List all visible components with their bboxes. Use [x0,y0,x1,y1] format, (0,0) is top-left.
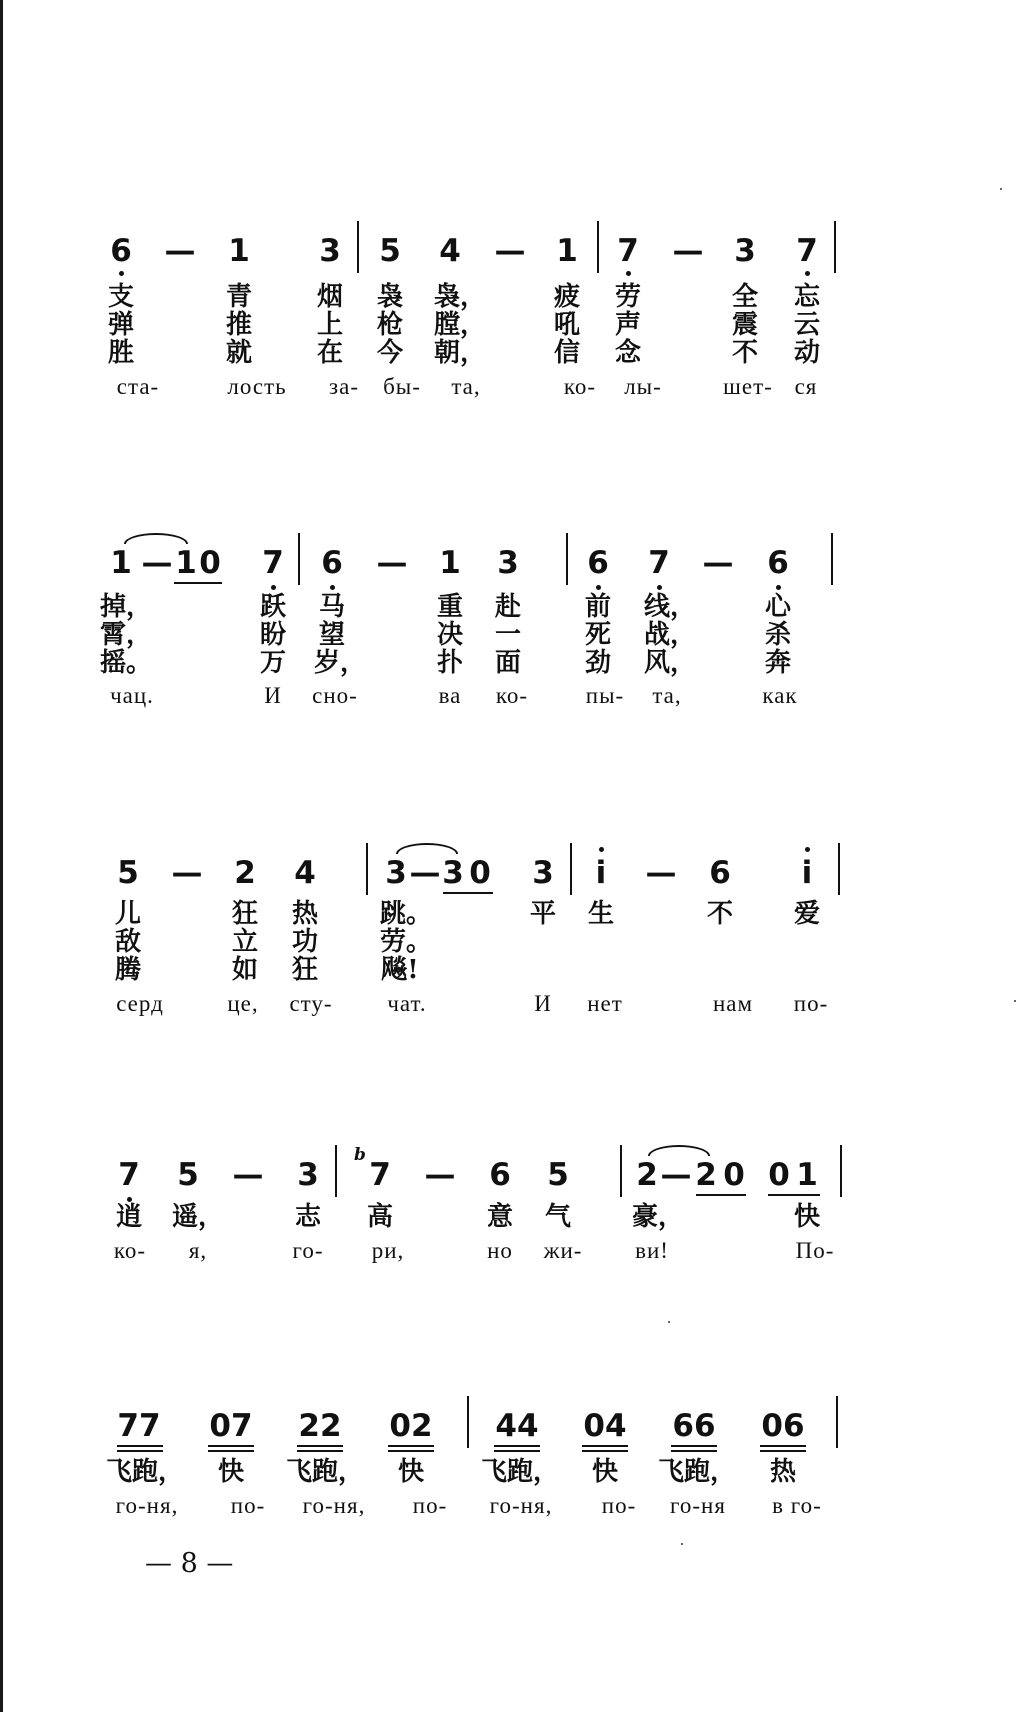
russian-syllable: ри, [371,1238,405,1263]
russian-syllable: ви! [635,1238,669,1263]
note: 7 [118,1157,140,1193]
note-pair: 44 [495,1408,539,1444]
lyric: 岁， [313,648,367,678]
dash: — [660,1157,692,1193]
lyric: 热 [291,899,319,929]
lyric: 赴 [494,592,522,622]
barline [566,533,568,585]
lyric: 平 [529,899,557,929]
lyric: 一 [494,620,522,650]
lyric: 霄， [99,620,153,650]
russian-syllable: го-ня, [302,1493,366,1518]
lyric: 飞跑， [657,1457,737,1487]
dash: — [424,1157,456,1193]
russian-syllable: По- [795,1238,835,1263]
note-pair: 22 [298,1408,342,1444]
lyric-line-1 [0,1458,1024,1486]
lyric: 念 [614,338,642,368]
lyric-line-2 [0,928,1024,956]
note: 7 [648,545,670,581]
dash: — [409,855,441,891]
russian-syllable: го-ня, [489,1493,553,1518]
russian-syllable: ко- [495,683,529,708]
barline [838,843,840,895]
russian-syllable: та, [451,374,481,399]
note: 2 [695,1157,717,1193]
note: 5 [177,1157,199,1193]
russian-syllable: та, [652,683,682,708]
lyric: 劳。 [379,927,433,957]
lyric-line-1 [0,593,1024,621]
russian-syllable: но [487,1238,513,1263]
dash: — [376,545,408,581]
lyric: 跃 [259,592,287,622]
lyric-line-1 [0,283,1024,311]
dash: — [171,855,203,891]
note: 0 [199,545,221,581]
lyric: 掉， [99,592,153,622]
note: 5 [379,233,401,269]
russian-syllable: сту- [289,991,333,1016]
lyric: 志 [294,1202,322,1232]
russian-syllable: пы- [585,683,625,708]
underline-eighth [494,1445,540,1447]
barline [836,1396,838,1448]
russian-line [0,991,1024,1017]
flat-sign: b [354,1145,366,1165]
note: 6 [587,545,609,581]
lyric: 震 [731,310,759,340]
lyric: 袅 [376,282,404,312]
lyric: 风， [643,648,697,678]
lyric: 朝， [433,338,487,368]
russian-syllable: шет- [723,374,773,399]
russian-syllable: ко- [113,1238,147,1263]
underline-eighth-2 [297,1450,343,1452]
lyric: 跳。 [379,899,433,929]
lyric: 意 [486,1202,514,1232]
lyric: 就 [225,338,253,368]
lyric: 爱 [793,899,821,929]
lyric: 心 [764,592,792,622]
note: 7 [796,233,818,269]
russian-syllable: в го- [772,1493,822,1518]
lyric: 功 [291,927,319,957]
underline-eighth [208,1445,254,1447]
russian-syllable: го-ня, [115,1493,179,1518]
russian-syllable: сно- [312,683,358,708]
lyric: 今 [376,338,404,368]
lyric: 敌 [114,927,142,957]
russian-line [0,1238,1024,1264]
lyric: 疲 [553,282,581,312]
scan-speck [1000,188,1002,190]
lyric: 热 [769,1457,797,1487]
lyric: 不 [706,899,734,929]
lyric: 决 [436,620,464,650]
note: 1 [228,233,250,269]
octave-dot-high [599,847,604,852]
underline-eighth [297,1445,343,1447]
lyric: 青 [225,282,253,312]
underline-eighth-2 [582,1450,628,1452]
underline-eighth [582,1445,628,1447]
underline-eighth [117,1445,163,1447]
note: 6 [321,545,343,581]
lyric: 推 [225,310,253,340]
russian-syllable: жи- [543,1238,583,1263]
note: 3 [297,1157,319,1193]
note: 6 [110,233,132,269]
note: 1 [439,545,461,581]
lyric: 劲 [584,648,612,678]
underline-eighth [768,1194,820,1196]
lyric: 立 [231,927,259,957]
russian-syllable: лость [227,374,287,399]
underline-eighth-2 [117,1450,163,1452]
dash: — [232,1157,264,1193]
note: 6 [709,855,731,891]
note: 5 [117,855,139,891]
russian-syllable: по- [412,1493,448,1518]
lyric: 盼 [259,620,287,650]
barline [831,533,833,585]
lyric: 面 [494,648,522,678]
russian-line [0,374,1024,400]
dash: — [702,545,734,581]
lyric: 前 [584,592,612,622]
dash: — [494,233,526,269]
lyric: 飞跑， [105,1457,185,1487]
lyric: 线， [643,592,697,622]
barline [840,1145,842,1197]
russian-line [0,1493,1024,1519]
note: 0 [469,855,491,891]
lyric: 全 [731,282,759,312]
note: 3 [442,855,464,891]
lyric: 膛， [433,310,487,340]
russian-syllable: я, [188,1238,208,1263]
barline [298,533,300,585]
note-pair: 06 [761,1408,805,1444]
lyric: 逍 [115,1202,143,1232]
octave-dot-low [626,271,631,276]
barline [620,1145,622,1197]
dash: — [164,233,196,269]
lyric: 奔 [764,648,792,678]
dash: — [672,233,704,269]
russian-syllable: по- [601,1493,637,1518]
octave-dot-low [805,271,810,276]
russian-syllable: И [534,991,552,1016]
lyric: 上 [316,310,344,340]
octave-dot-low [596,585,601,590]
page-edge-rule [0,0,3,1712]
lyric: 飞跑， [480,1457,560,1487]
note: 3 [385,855,407,891]
note: 2 [234,855,256,891]
lyric: 袅， [433,282,487,312]
tie-slur [648,1145,710,1156]
russian-syllable: как [762,683,798,708]
note-pair: 04 [583,1408,627,1444]
dash: — [141,545,173,581]
lyric: 声 [614,310,642,340]
underline-eighth-2 [388,1450,434,1452]
lyric: 云 [793,310,821,340]
lyric: 高 [366,1202,394,1232]
lyric: 战， [643,620,697,650]
note: 4 [294,855,316,891]
lyric: 动 [793,338,821,368]
lyric: 吼 [553,310,581,340]
lyric: 儿 [114,899,142,929]
lyric: 快 [793,1202,821,1232]
barline [597,221,599,273]
russian-syllable: бы- [383,374,421,399]
note-pair: 02 [389,1408,433,1444]
note: 6 [767,545,789,581]
underline-eighth [696,1194,746,1196]
note: 3 [532,855,554,891]
lyric: 摇。 [99,648,153,678]
russian-syllable: ся [794,374,818,399]
lyric: 忘 [793,282,821,312]
underline-eighth [760,1445,806,1447]
russian-syllable: ко- [563,374,597,399]
russian-syllable: чац. [110,683,154,708]
tie-slur [396,843,458,854]
russian-syllable: лы- [624,374,662,399]
barline [467,1396,469,1448]
note: i [595,855,607,891]
lyric: 腾 [114,955,142,985]
lyric: 弹 [107,310,135,340]
lyric: 扑 [436,648,464,678]
lyric: 劳 [614,282,642,312]
note: 1 [175,545,197,581]
note: 7 [262,545,284,581]
octave-dot-low [657,585,662,590]
scan-speck [668,1321,670,1323]
underline-eighth-2 [760,1450,806,1452]
lyric: 枪 [376,310,404,340]
underline-eighth [671,1445,717,1447]
page-number: — 8 — [145,1548,234,1579]
note: 7 [369,1157,391,1193]
russian-syllable: ва [438,683,462,708]
russian-syllable: по- [230,1493,266,1518]
lyric: 死 [584,620,612,650]
note: 0 [723,1157,745,1193]
russian-syllable: И [264,683,282,708]
lyric: 豪， [631,1202,685,1232]
octave-dot-low [119,271,124,276]
note: 2 [636,1157,658,1193]
lyric: 飚! [381,955,419,985]
lyric: 不 [731,338,759,368]
russian-syllable: це, [227,991,259,1016]
note: 3 [497,545,519,581]
underline-eighth [388,1445,434,1447]
russian-syllable: нет [587,991,623,1016]
note: 1 [796,1157,818,1193]
lyric: 气 [544,1202,572,1232]
lyric: 支 [107,282,135,312]
russian-syllable: по- [793,991,829,1016]
lyric-line-1 [0,900,1024,928]
lyric: 快 [397,1457,425,1487]
barline [570,843,572,895]
russian-syllable: нам [712,991,754,1016]
octave-dot-high [805,847,810,852]
russian-syllable: ста- [116,374,160,399]
note-pair: 77 [117,1408,161,1444]
tie-slur [124,533,188,544]
russian-syllable: го- [292,1238,324,1263]
octave-dot-low [330,585,335,590]
note-pair: 07 [209,1408,253,1444]
russian-syllable: серд [116,991,164,1016]
lyric: 重 [436,592,464,622]
lyric: 望 [318,620,346,650]
scan-speck [681,1543,683,1545]
lyric-line-3 [0,649,1024,677]
barline [357,221,359,273]
lyric: 飞跑， [285,1457,365,1487]
octave-dot-low [271,585,276,590]
lyric: 生 [587,899,615,929]
lyric-line-1 [0,1203,1024,1231]
russian-syllable: го-ня [670,1493,726,1518]
note: i [801,855,813,891]
note: 6 [489,1157,511,1193]
note-pair: 66 [672,1408,716,1444]
octave-dot-low [776,585,781,590]
note: 1 [110,545,132,581]
note: 7 [617,233,639,269]
lyric: 杀 [764,620,792,650]
lyric: 快 [217,1457,245,1487]
scan-speck [1014,1000,1016,1002]
lyric: 万 [259,648,287,678]
dash: — [645,855,677,891]
lyric-line-2 [0,311,1024,339]
barline [335,1145,337,1197]
lyric-line-2 [0,621,1024,649]
lyric-line-3 [0,956,1024,984]
note: 3 [734,233,756,269]
barline [366,843,368,895]
lyric: 烟 [316,282,344,312]
lyric: 如 [231,955,259,985]
note: 4 [439,233,461,269]
underline-eighth [443,892,493,894]
russian-line [0,683,1024,709]
barline [834,221,836,273]
note: 0 [768,1157,790,1193]
underline-eighth-2 [208,1450,254,1452]
lyric: 狂 [231,899,259,929]
lyric: 胜 [107,338,135,368]
note: 3 [319,233,341,269]
lyric: 信 [553,338,581,368]
note: 5 [547,1157,569,1193]
lyric: 狂 [291,955,319,985]
russian-syllable: за- [329,374,359,399]
lyric: 遥， [171,1202,225,1232]
underline-eighth [174,582,222,584]
lyric: 快 [591,1457,619,1487]
lyric: 马 [318,592,346,622]
note: 1 [556,233,578,269]
russian-syllable: чат. [387,991,427,1016]
underline-eighth-2 [671,1450,717,1452]
lyric: 在 [316,338,344,368]
underline-eighth-2 [494,1450,540,1452]
lyric-line-3 [0,339,1024,367]
